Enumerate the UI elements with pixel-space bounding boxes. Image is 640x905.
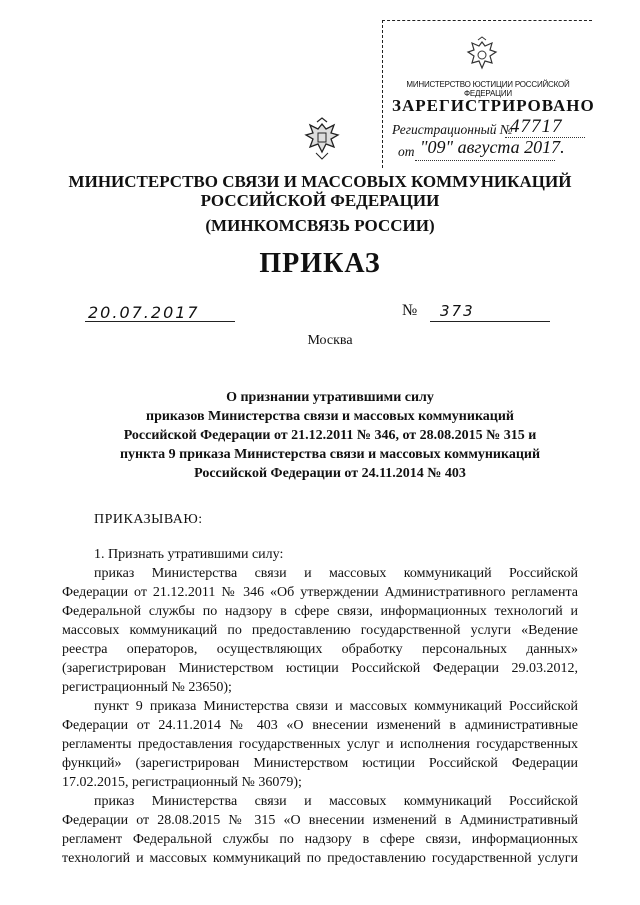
body-line: Федерации от 24.11.2014 № 403 «О внесении изменений в административные — [62, 718, 578, 733]
body-line: регламенты предоставления государственных услуг и исполнения государственных — [62, 737, 578, 752]
body-line: технологий и массовых коммуникаций по предоставлению государственной услуги — [62, 851, 578, 866]
body-line: 17.02.2015, регистрационный № 36079); — [62, 775, 302, 790]
stamp-date-label: от — [398, 144, 415, 159]
subject-line: Российской Федерации от 24.11.2014 № 403 — [194, 466, 466, 481]
stamp-title: ЗАРЕГИСТРИРОВАНО — [392, 96, 595, 115]
body-line: приказ Министерства связи и массовых коммуникаций Российской — [94, 794, 578, 809]
body-line: функций» (зарегистрирован Министерством юстиции Российской Федерации — [62, 756, 578, 771]
stamp-reg-number: 47717 — [510, 116, 563, 137]
stamp-reg-label: Регистрационный № — [392, 122, 513, 137]
stamp-date-value: "09" августа 2017. — [420, 137, 565, 157]
document-type: ПРИКАЗ — [259, 248, 381, 279]
order-number: 373 — [440, 302, 475, 320]
stamp-date-underline — [415, 160, 555, 161]
ministry-country: РОССИЙСКОЙ ФЕДЕРАЦИИ — [200, 191, 440, 210]
stamp-ministry: МИНИСТЕРСТВО ЮСТИЦИИ РОССИЙСКОЙ ФЕДЕРАЦИИ — [406, 80, 570, 98]
body-line: реестра операторов, осуществляющих обработку персональных данных» — [62, 642, 578, 657]
body-line: массовых коммуникаций по предоставлению государственной услуги «Ведение — [62, 623, 578, 638]
body-line: пункт 9 приказа Министерства связи и массовых коммуникаций Российской — [94, 699, 578, 714]
date-underline — [85, 321, 235, 322]
city: Москва — [307, 333, 353, 348]
order-directive: ПРИКАЗЫВАЮ: — [94, 512, 203, 527]
coat-of-arms-icon — [300, 117, 344, 161]
body-line: Федерации от 21.12.2011 № 346 «Об утверждении Административного регламента — [62, 585, 578, 600]
body-line: Федеральной службы по надзору в сфере связи, информационных технологий и — [62, 604, 578, 619]
ministry-name: МИНИСТЕРСТВО СВЯЗИ И МАССОВЫХ КОММУНИКАЦИЙ — [68, 172, 572, 191]
body-line: приказ Министерства связи и массовых коммуникаций Российской — [94, 566, 578, 581]
subject-line: О признании утратившими силу — [226, 390, 434, 405]
subject-line: пункта 9 приказа Министерства связи и массовых коммуникаций — [119, 447, 541, 462]
coat-of-arms-icon — [462, 36, 502, 76]
ministry-short-name: (МИНКОМСВЯЗЬ РОССИИ) — [205, 216, 435, 235]
order-date: 20.07.2017 — [88, 303, 200, 322]
body-line: регламент Федеральной службы по надзору в сфере связи, информационных — [62, 832, 578, 847]
subject-line: Российской Федерации от 21.12.2011 № 346, от 28.08.2015 № 315 и — [123, 428, 537, 443]
body-line: Федерации от 28.08.2015 № 315 «О внесении изменений в Административный — [62, 813, 578, 828]
number-sign: № — [402, 302, 418, 319]
number-underline — [430, 321, 550, 322]
body-line: регистрационный № 23650); — [62, 680, 232, 695]
subject-line: приказов Министерства связи и массовых коммуникаций — [146, 409, 514, 424]
body-line: (зарегистрирован Министерством юстиции Российской Федерации 29.03.2012, — [62, 661, 578, 676]
body-line: 1. Признать утратившими силу: — [94, 547, 284, 562]
